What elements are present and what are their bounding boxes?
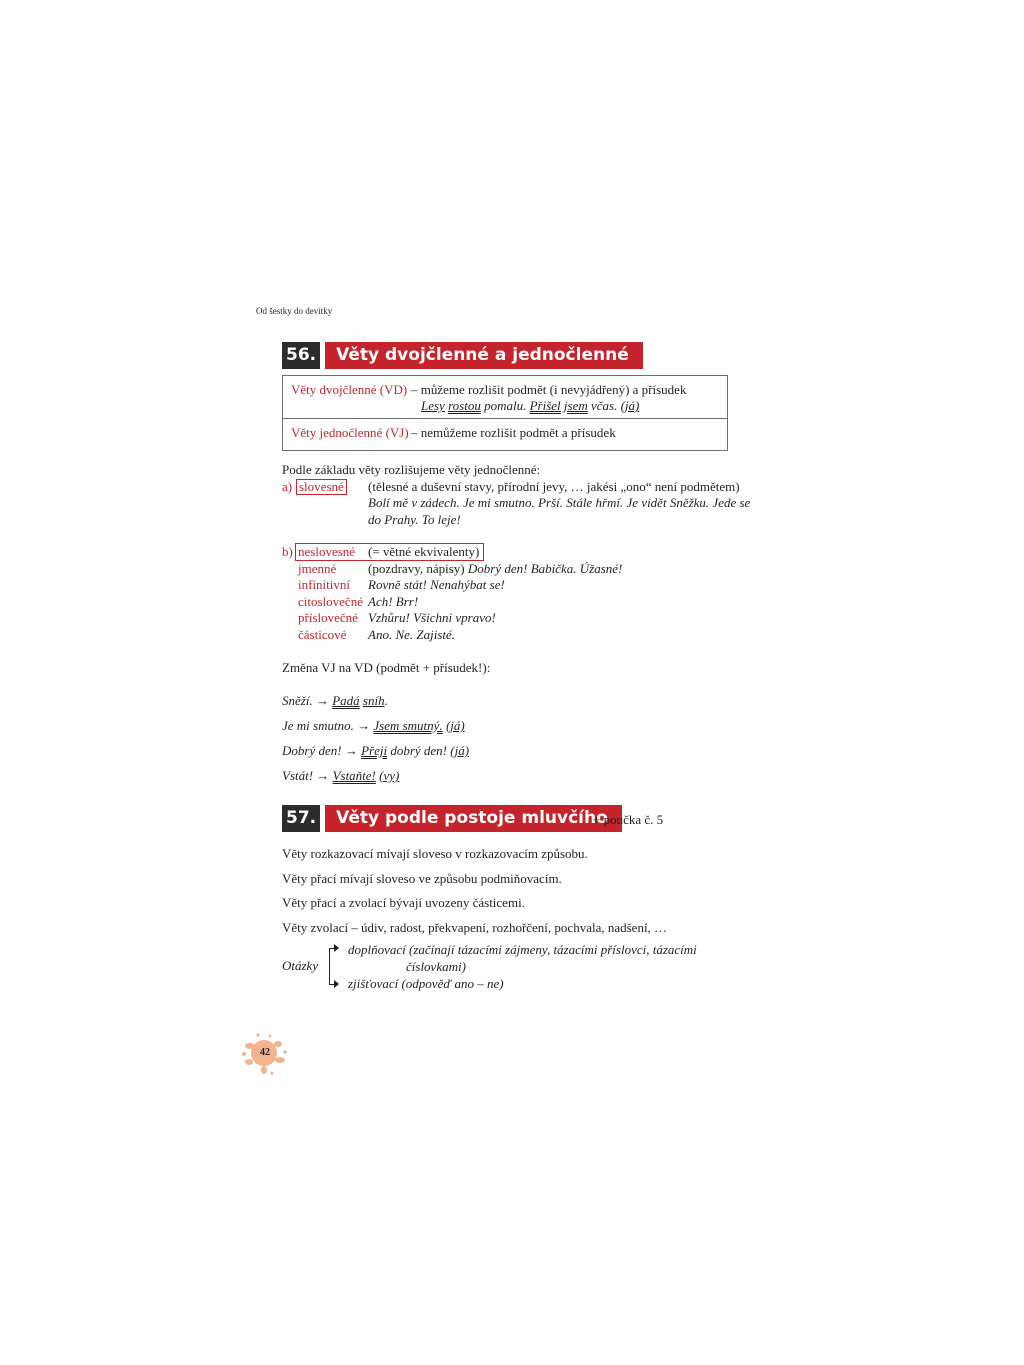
s57-line: Věty přací a zvolací bývají uvozeny částicemi. xyxy=(282,895,525,910)
s57-line: Věty rozkazovací mívají sloveso v rozkazovacím způsobu. xyxy=(282,846,588,861)
a-letter: a) xyxy=(282,479,293,494)
type-label: částicové xyxy=(298,627,347,642)
change-subject: sníh xyxy=(362,693,385,708)
b-label: neslovesné xyxy=(298,544,356,559)
change-object: dobrý den! xyxy=(390,743,448,758)
type-label: příslovečné xyxy=(298,610,358,625)
vj-label: Věty jednočlenné (VJ) xyxy=(291,425,409,440)
a-example-2: do Prahy. To leje! xyxy=(368,512,461,527)
b-desc: (= větné ekvivalenty) xyxy=(368,544,480,559)
vd-text: – můžeme rozlišit podmět (i nevyjádřený) a přísudek xyxy=(411,382,687,397)
q-doplnovaci-2: číslovkami) xyxy=(406,959,466,974)
section-57-number: 57. xyxy=(282,805,320,832)
change-predicate: Vstaňte! xyxy=(332,768,376,783)
type-example: Rovně stát! Nenahýbat se! xyxy=(368,577,505,592)
arrow-icon: → xyxy=(357,718,371,733)
arrow-head-icon xyxy=(334,944,339,952)
vd-example xyxy=(421,398,639,414)
a-example-1: Bolí mě v zádech. Je mi smutno. Prší. Stále hřmí. Je vidět Sněžku. Jede se xyxy=(368,495,751,510)
vd-ex-predicate-2: Přišel jsem xyxy=(529,398,588,413)
type-example: Ach! Brr! xyxy=(368,594,419,609)
vd-row xyxy=(283,376,727,419)
running-header: Od šestky do devítky xyxy=(256,306,333,316)
change-subject: (vy) xyxy=(379,768,400,783)
change-title: Změna VJ na VD (podmět + přísudek!): xyxy=(282,660,491,675)
q-doplnovaci-1: doplňovací (začínají tázacími zájmeny, tázacími příslovci, tázacími xyxy=(348,942,697,957)
change-row xyxy=(282,743,469,759)
a-label: slovesné xyxy=(296,479,347,495)
type-example: Dobrý den! Babička. Úžasné! xyxy=(467,561,623,576)
vd-ex-subject: Lesy xyxy=(421,398,445,413)
vd-label: Věty dvojčlenné (VD) xyxy=(291,382,408,397)
change-left: Sněží. xyxy=(282,693,313,708)
type-plain: (pozdravy, nápisy) xyxy=(368,561,465,576)
change-subject: (já) xyxy=(450,743,470,758)
section-56-heading xyxy=(282,342,643,369)
change-row xyxy=(282,718,465,734)
section-57-heading xyxy=(282,805,622,832)
basis-intro: Podle základu věty rozlišujeme věty jednočlenné: xyxy=(282,462,541,477)
type-example: Ano. Ne. Zajisté. xyxy=(368,627,456,642)
change-subject: (já) xyxy=(445,718,465,733)
b-letter: b) xyxy=(282,544,293,559)
change-left: Vstát! xyxy=(282,768,314,783)
arrow-head-icon xyxy=(334,980,339,988)
type-desc xyxy=(368,561,622,577)
vd-ex-predicate: rostou xyxy=(448,398,481,413)
arrow-icon: → xyxy=(344,743,358,758)
a-desc: (tělesné a duševní stavy, přírodní jevy, … jakési „ono“ není podmětem) xyxy=(368,479,740,494)
type-label: jmenné xyxy=(298,561,337,576)
change-row xyxy=(282,693,388,709)
type-label: infinitivní xyxy=(298,577,350,592)
s57-line: Věty zvolací – údiv, radost, překvapení, rozhořčení, pochvala, nadšení, … xyxy=(282,920,668,935)
change-left: Dobrý den! xyxy=(282,743,342,758)
section-56-number: 56. xyxy=(282,342,320,369)
bracket-icon xyxy=(329,948,330,984)
poucka-note: + poučka č. 5 xyxy=(593,812,664,827)
vd-ex-subject-2: (já) xyxy=(620,398,640,413)
change-predicate: Jsem smutný. xyxy=(373,718,443,733)
page-number: 42 xyxy=(260,1047,270,1058)
section-56-title: Věty dvojčlenné a jednočlenné xyxy=(325,342,643,369)
type-label: citoslovečné xyxy=(298,594,363,609)
change-predicate: Padá xyxy=(332,693,360,708)
definition-box xyxy=(282,375,728,451)
section-57-title: Věty podle postoje mluvčího xyxy=(325,805,622,832)
vj-text: – nemůžeme rozlišit podmět a přísudek xyxy=(411,425,616,440)
change-left: Je mi smutno. xyxy=(282,718,354,733)
q-zjistovaci: zjišťovací (odpověď ano – ne) xyxy=(348,976,504,991)
vd-ex-rest: pomalu. xyxy=(484,398,527,413)
vd-ex-rest-2: včas. xyxy=(590,398,618,413)
arrow-icon: → xyxy=(315,693,329,708)
change-row xyxy=(282,768,399,784)
arrow-icon: → xyxy=(316,768,330,783)
change-predicate: Přeji xyxy=(361,743,388,758)
questions-label: Otázky xyxy=(282,958,319,973)
s57-line: Věty přací mívají sloveso ve způsobu podmiňovacím. xyxy=(282,871,562,886)
vj-row xyxy=(283,419,727,450)
change-tail: . xyxy=(384,693,388,708)
type-example: Vzhůru! Všichni vpravo! xyxy=(368,610,496,625)
